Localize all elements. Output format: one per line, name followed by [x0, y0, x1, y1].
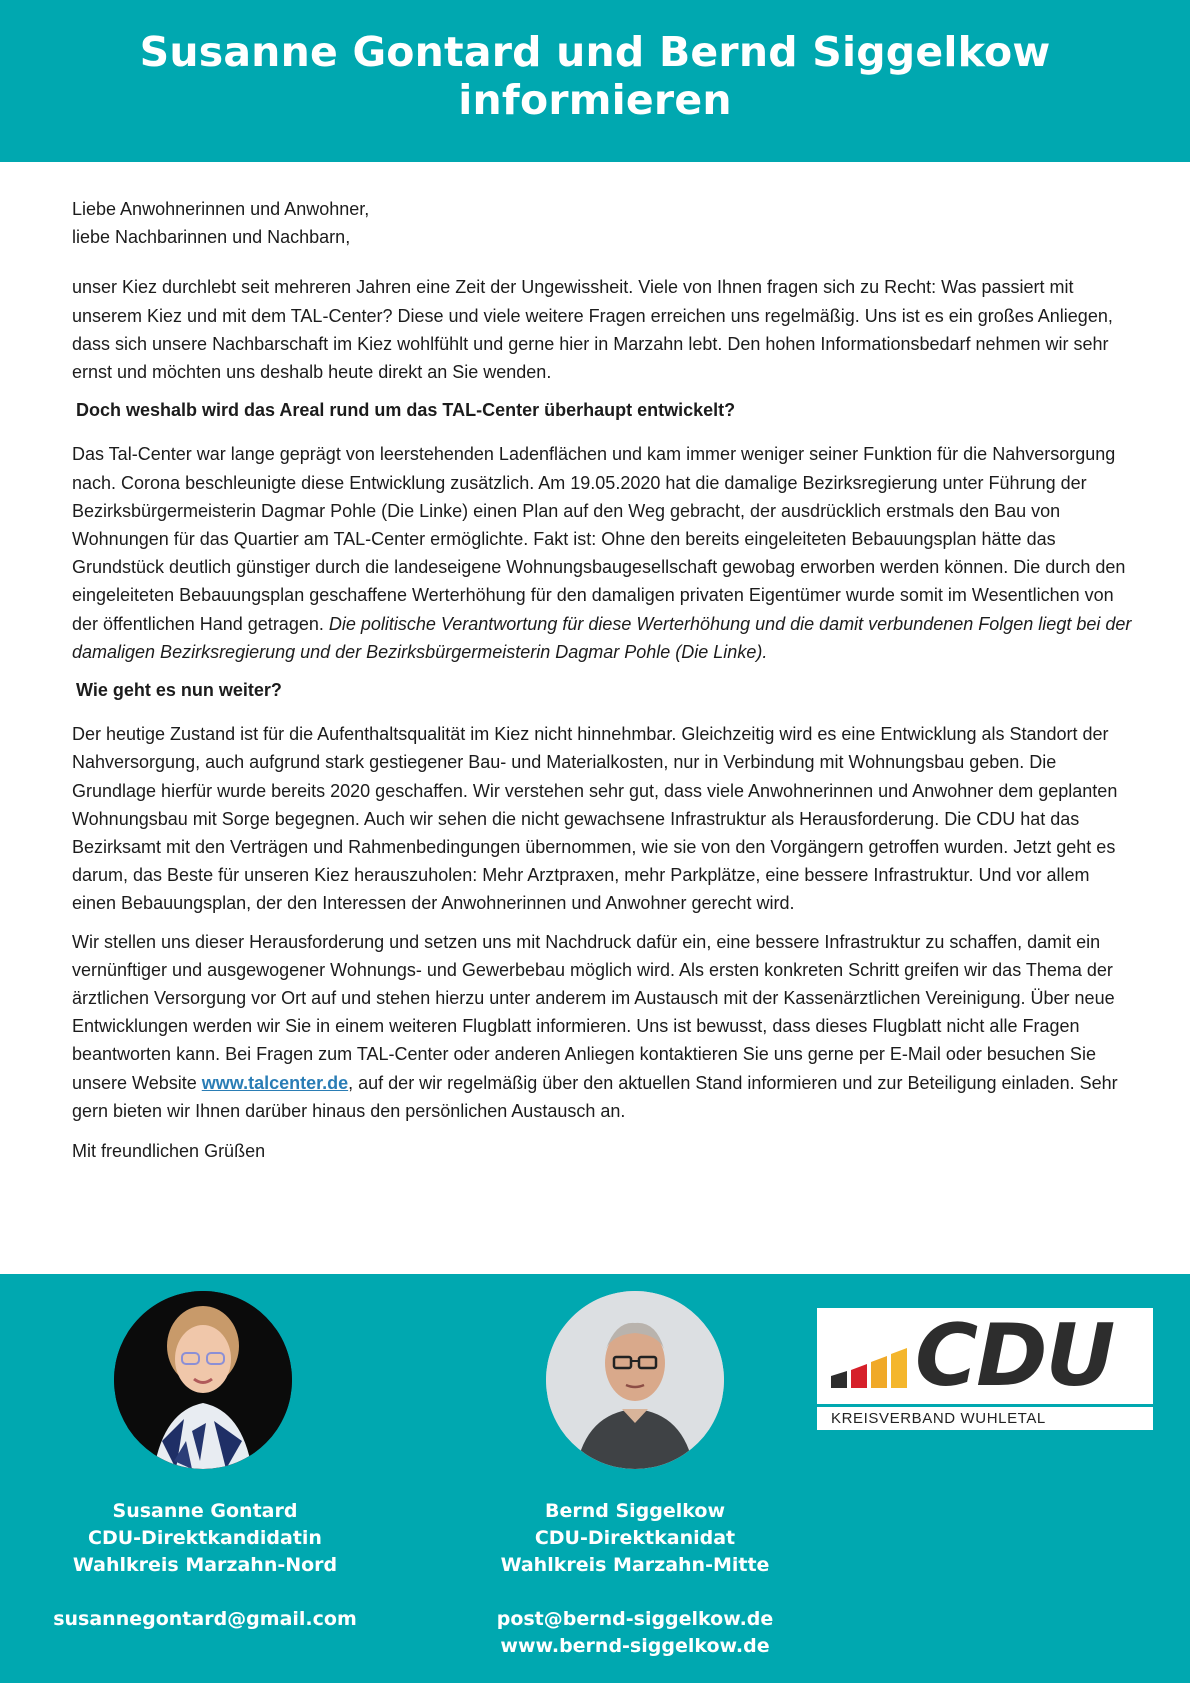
greeting-line-1: Liebe Anwohnerinnen und Anwohner, [72, 199, 370, 219]
intro-paragraph: unser Kiez durchlebt seit mehreren Jahren eine Zeit der Ungewissheit. Viele von Ihnen fragen sich zu Recht: Was passiert mit unserem Kiez und mit dem TAL-Center? Diese und viele weitere Fragen erreichen uns regelmäßig. Uns ist es ein großes Anliegen, dass sich unsere Nachbarschaft im Kiez wohlfühlt und gerne hier in Marzahn lebt. Den hohen Informationsbedarf nehmen wir sehr ernst und möchten uns deshalb heute direkt an Sie wenden. [72, 277, 1113, 383]
website-link[interactable]: www.talcenter.de [201, 1072, 349, 1093]
portrait-susanne-gontard [114, 1291, 292, 1469]
person-1-district: Wahlkreis Marzahn-Nord [72, 1554, 338, 1576]
section-1-paragraph [72, 440, 1132, 666]
cdu-logo-subtitle: KREISVERBAND WUHLETAL [817, 1407, 1153, 1430]
cdu-logo-bars-icon [817, 1308, 915, 1404]
footer-banner [0, 1274, 1190, 1683]
contact-block-susanne-gontard [40, 1498, 370, 1633]
salutation [72, 195, 1132, 251]
section-2-paragraph: Der heutige Zustand ist für die Aufenthaltsqualität im Kiez nicht hinnehmbar. Gleichzeitig wird es eine Entwicklung als Standort der Nahversorgung, auch aufgrund stark gestiegener Bau- und Materialkosten, nur in Verbindung mit Wohnungsbau geben. Die Grundlage hierfür wurde bereits 2020 geschaffen. Wir verstehen sehr gut, dass viele Anwohnerinnen und Anwohner dem geplanten Wohnungsbau mit Sorge begegnen. Auch wir sehen die nicht gewachsene Infrastruktur als Herausforderung. Die CDU hat das Bezirksamt mit den Verträgen und Rahmenbedingungen übernommen, wie sie von den Vorgängern getroffen wurden. Jetzt geht es darum, das Beste für unseren Kiez herauszuholen: Mehr Arztpraxen, mehr Parkplätze, eine bessere Infrastruktur. Und vor allem einen Bebauungsplan, der den Interessen der Anwohnerinnen und Anwohner gerecht wird. [72, 724, 1118, 914]
person-1-role: CDU-Direktkandidatin [88, 1527, 322, 1549]
section-3-text-before-link: Wir stellen uns dieser Herausforderung und setzen uns mit Nachdruck dafür ein, eine bessere Infrastruktur zu schaffen, damit ein vernünftiger und ausgewogener Wohnungs- und Gewerbebau möglich wird. Als ersten konkreten Schritt greifen wir das Thema der ärztlichen Versorgung vor Ort auf und stehen hierzu unter anderem im Austausch mit der Kassenärztlichen Vereinigung. Über neue Entwicklungen werden wir Sie in einem weiteren Flugblatt informieren. Uns ist bewusst, dass dieses Flugblatt nicht alle Fragen beantworten kann. Bei Fragen zum TAL-Center oder anderen Anliegen kontaktieren Sie uns gerne per E-Mail oder besuchen Sie unsere Website [72, 931, 1115, 1093]
cdu-logo-panel [817, 1308, 1153, 1404]
cdu-logo-wordmark: CDU [915, 1306, 1114, 1406]
person-2-email[interactable]: post@bernd-siggelkow.de [496, 1608, 774, 1630]
section-heading-1: Doch weshalb wird das Areal rund um das TAL-Center überhaupt entwickelt? [76, 400, 736, 421]
section-1-text: Das Tal-Center war lange geprägt von leerstehenden Ladenflächen und kam immer weniger seiner Funktion für die Nahversorgung nach. Corona beschleunigte diese Entwicklung zusätzlich. Am 19.05.2020 hat die damalige Bezirksregierung unter Führung der Bezirksbürgermeisterin Dagmar Pohle (Die Linke) einen Plan auf den Weg gebracht, der ausdrücklich erstmals den Bau von Wohnungen für das Quartier am TAL-Center ermöglichte. Fakt ist: Ohne den bereits eingeleiteten Bebauungsplan hätte das Grundstück deutlich günstiger durch die landeseigene Wohnungsbaugesellschaft gewobag erworben werden können. Die durch den eingeleiteten Bebauungsplan geschaffene Werterhöhung für den damaligen privaten Eigentümer wurde somit im Wesentlichen von der öffentlichen Hand getragen. [72, 444, 1126, 634]
person-1-name: Susanne Gontard [112, 1500, 298, 1522]
person-2-name: Bernd Siggelkow [544, 1500, 725, 1522]
section-1-italic-text: Die politische Verantwortung für diese Werterhöhung und die damit verbundenen Folgen liegt bei der damaligen Bezirksregierung und der Bezirksbürgermeisterin Dagmar Pohle (Die Linke). [72, 613, 1132, 662]
greeting-line-2: liebe Nachbarinnen und Nachbarn, [72, 227, 351, 248]
section-3-paragraph [72, 928, 1132, 1125]
section-heading-2: Wie geht es nun weiter? [76, 680, 282, 701]
section-3-text-after-link: , auf der wir regelmäßig über den aktuellen Stand informieren und zur Beteiligung einladen. Sehr gern bieten wir Ihnen darüber hinaus den persönlichen Austausch an. [72, 1072, 1118, 1121]
letter-body [72, 195, 1132, 1165]
portrait-woman-image [114, 1291, 292, 1469]
person-2-role: CDU-Direktkanidat [534, 1527, 736, 1549]
cdu-logo [817, 1308, 1153, 1430]
person-1-email[interactable]: susannegontard@gmail.com [53, 1608, 357, 1630]
portrait-bernd-siggelkow [546, 1291, 724, 1469]
closing-line: Mit freundlichen Grüßen [72, 1141, 266, 1162]
page-title: Susanne Gontard und Bernd Siggelkow informieren [139, 28, 1051, 124]
person-2-website[interactable]: www.bernd-siggelkow.de [500, 1635, 770, 1657]
contact-block-bernd-siggelkow [470, 1498, 800, 1660]
header-banner [0, 0, 1190, 162]
portrait-man-image [546, 1291, 724, 1469]
person-2-district: Wahlkreis Marzahn-Mitte [500, 1554, 770, 1576]
